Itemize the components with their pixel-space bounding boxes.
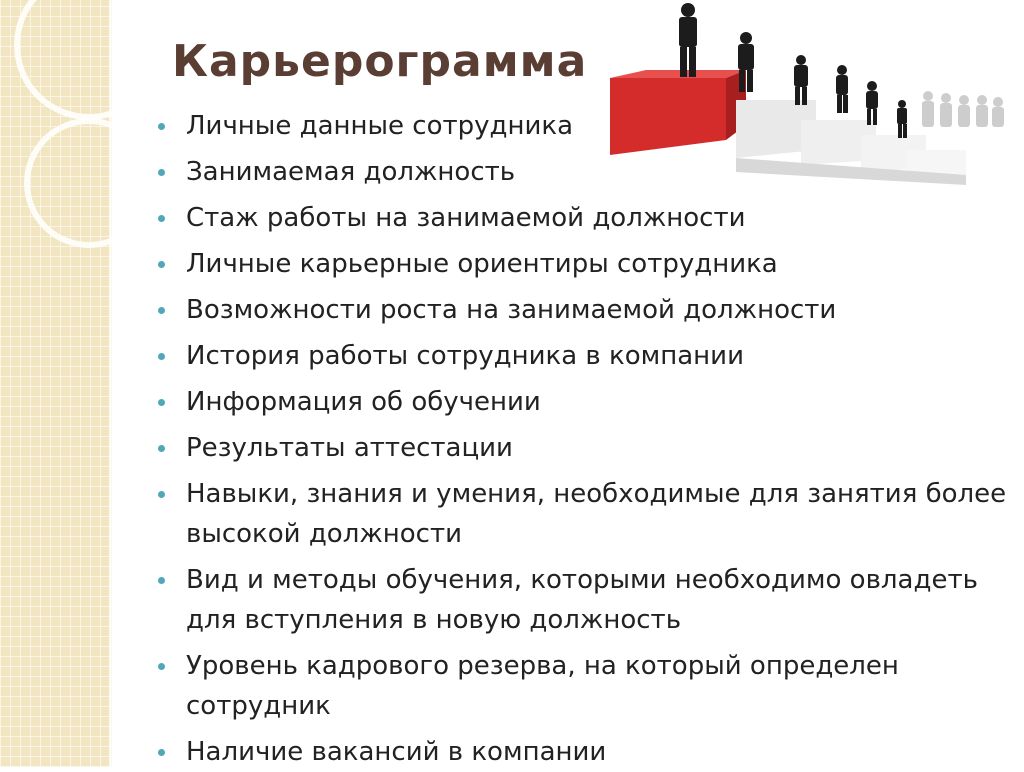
list-item: Информация об обучении xyxy=(158,382,1008,422)
list-item: История работы сотрудника в компании xyxy=(158,336,1008,376)
circle-bullet-icon xyxy=(158,399,165,406)
circle-bullet-icon xyxy=(158,123,165,130)
list-item: Уровень кадрового резерва, на который определен сотрудник xyxy=(158,646,1008,726)
circle-bullet-icon xyxy=(158,663,165,670)
decorative-ring-bottom xyxy=(24,118,154,248)
circle-bullet-icon xyxy=(158,445,165,452)
circle-bullet-icon xyxy=(158,307,165,314)
list-item: Наличие вакансий в компании xyxy=(158,732,1008,772)
list-item: Занимаемая должность xyxy=(158,152,1008,192)
slide-title: Карьерограмма xyxy=(172,36,588,87)
circle-bullet-icon xyxy=(158,577,165,584)
list-item: Навыки, знания и умения, необходимые для занятия более высокой должности xyxy=(158,474,1008,554)
circle-bullet-icon xyxy=(158,215,165,222)
list-item: Результаты аттестации xyxy=(158,428,1008,468)
list-item: Вид и методы обучения, которыми необходимо овладеть для вступления в новую должность xyxy=(158,560,1008,640)
list-item: Стаж работы на занимаемой должности xyxy=(158,198,1008,238)
bullet-list xyxy=(158,106,1008,772)
list-item: Личные карьерные ориентиры сотрудника xyxy=(158,244,1008,284)
circle-bullet-icon xyxy=(158,749,165,756)
circle-bullet-icon xyxy=(158,491,165,498)
decorative-ring-top xyxy=(14,0,164,120)
list-item: Возможности роста на занимаемой должности xyxy=(158,290,1008,330)
circle-bullet-icon xyxy=(158,261,165,268)
circle-bullet-icon xyxy=(158,169,165,176)
list-item: Личные данные сотрудника xyxy=(158,106,1008,146)
circle-bullet-icon xyxy=(158,353,165,360)
decorative-side-band xyxy=(0,0,112,767)
